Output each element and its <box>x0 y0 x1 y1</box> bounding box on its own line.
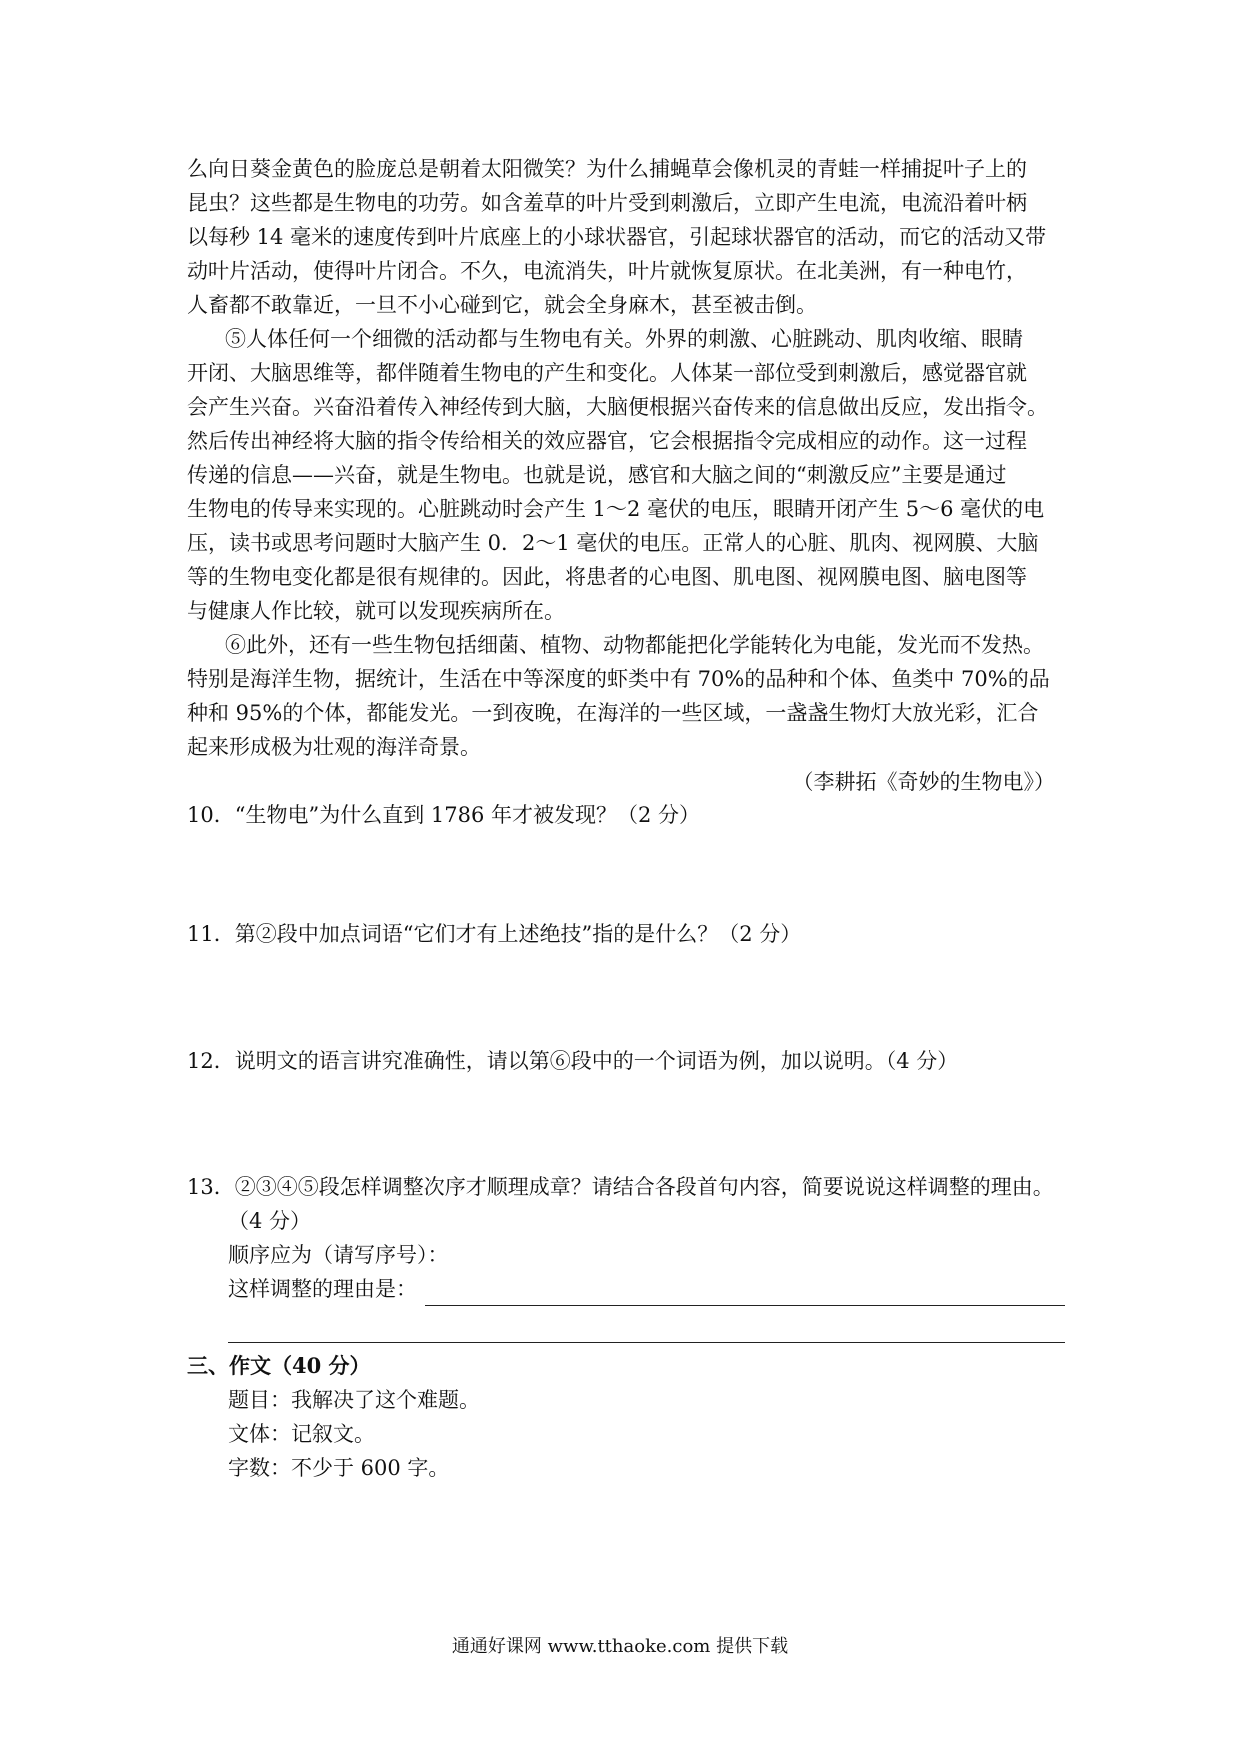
passage-line: 动叶片活动，使得叶片闭合。不久，电流消失，叶片就恢复原状。在北美洲，有一种电竹， <box>187 259 1027 283</box>
passage-line: ⑥此外，还有一些生物包括细菌、植物、动物都能把化学能转化为电能，发光而不发热。 <box>225 633 1044 657</box>
passage-line: 特别是海洋生物，据统计，生活在中等深度的虾类中有 70%的品种和个体、鱼类中 70%的品 <box>187 667 1050 691</box>
passage-line: 起来形成极为壮观的海洋奇景。 <box>187 735 481 759</box>
passage-line: 传递的信息——兴奋，就是生物电。也就是说，感官和大脑之间的“刺激反应”主要是通过 <box>187 463 1007 487</box>
question-13-reason-label: 这样调整的理由是： <box>228 1277 417 1301</box>
passage-line: 等的生物电变化都是很有规律的。因此，将患者的心电图、肌电图、视网膜电图、脑电图等 <box>187 565 1027 589</box>
question-10: 10．“生物电”为什么直到 1786 年才被发现？（2 分） <box>187 803 701 827</box>
passage-line: 压，读书或思考问题时大脑产生 0．2～1 毫伏的电压。正常人的心脏、肌肉、视网膜、大脑 <box>187 531 1039 555</box>
composition-heading: 三、作文（40 分） <box>187 1353 371 1378</box>
question-13-score: （4 分） <box>228 1209 312 1233</box>
question-13-order-label: 顺序应为（请写序号）： <box>228 1243 449 1267</box>
passage-line: 会产生兴奋。兴奋沿着传入神经传到大脑，大脑便根据兴奋传来的信息做出反应，发出指令。 <box>187 395 1048 419</box>
page-footer: 通通好课网 www.tthaoke.com 提供下载 <box>451 1636 789 1657</box>
composition-word-count: 字数：不少于 600 字。 <box>228 1456 450 1480</box>
passage-source: （李耕拓《奇妙的生物电》） <box>792 770 1055 794</box>
answer-line <box>228 1342 1065 1343</box>
question-13: 13．②③④⑤段怎样调整次序才顺理成章？请结合各段首句内容，简要说说这样调整的理由。 <box>187 1175 1054 1199</box>
composition-topic: 题目：我解决了这个难题。 <box>228 1388 480 1412</box>
passage-line: 然后传出神经将大脑的指令传给相关的效应器官，它会根据指令完成相应的动作。这一过程 <box>187 429 1027 453</box>
passage-line: 么向日葵金黄色的脸庞总是朝着太阳微笑？为什么捕蝇草会像机灵的青蛙一样捕捉叶子上的 <box>187 157 1027 181</box>
question-12: 12．说明文的语言讲究准确性，请以第⑥段中的一个词语为例，加以说明。（4 分） <box>187 1049 959 1073</box>
passage-line: 人畜都不敢靠近，一旦不小心碰到它，就会全身麻木，甚至被击倒。 <box>187 293 817 317</box>
passage-line: 种和 95%的个体，都能发光。一到夜晚，在海洋的一些区域，一盏盏生物灯大放光彩，汇合 <box>187 701 1039 725</box>
passage-line: 开闭、大脑思维等，都伴随着生物电的产生和变化。人体某一部位受到刺激后，感觉器官就 <box>187 361 1027 385</box>
answer-line <box>425 1305 1065 1306</box>
passage-line: 昆虫？这些都是生物电的功劳。如含羞草的叶片受到刺激后，立即产生电流，电流沿着叶柄 <box>187 191 1027 215</box>
passage-line: 与健康人作比较，就可以发现疾病所在。 <box>187 599 565 623</box>
passage-line: 生物电的传导来实现的。心脏跳动时会产生 1～2 毫伏的电压，眼睛开闭产生 5～6 毫伏的电 <box>187 497 1045 521</box>
passage-line: ⑤人体任何一个细微的活动都与生物电有关。外界的刺激、心脏跳动、肌肉收缩、眼睛 <box>225 327 1023 351</box>
passage-line: 以每秒 14 毫米的速度传到叶片底座上的小球状器官，引起球状器官的活动，而它的活动又带 <box>187 225 1047 249</box>
question-11: 11．第②段中加点词语“它们才有上述绝技”指的是什么？（2 分） <box>187 922 802 946</box>
composition-style: 文体：记叙文。 <box>228 1422 375 1446</box>
